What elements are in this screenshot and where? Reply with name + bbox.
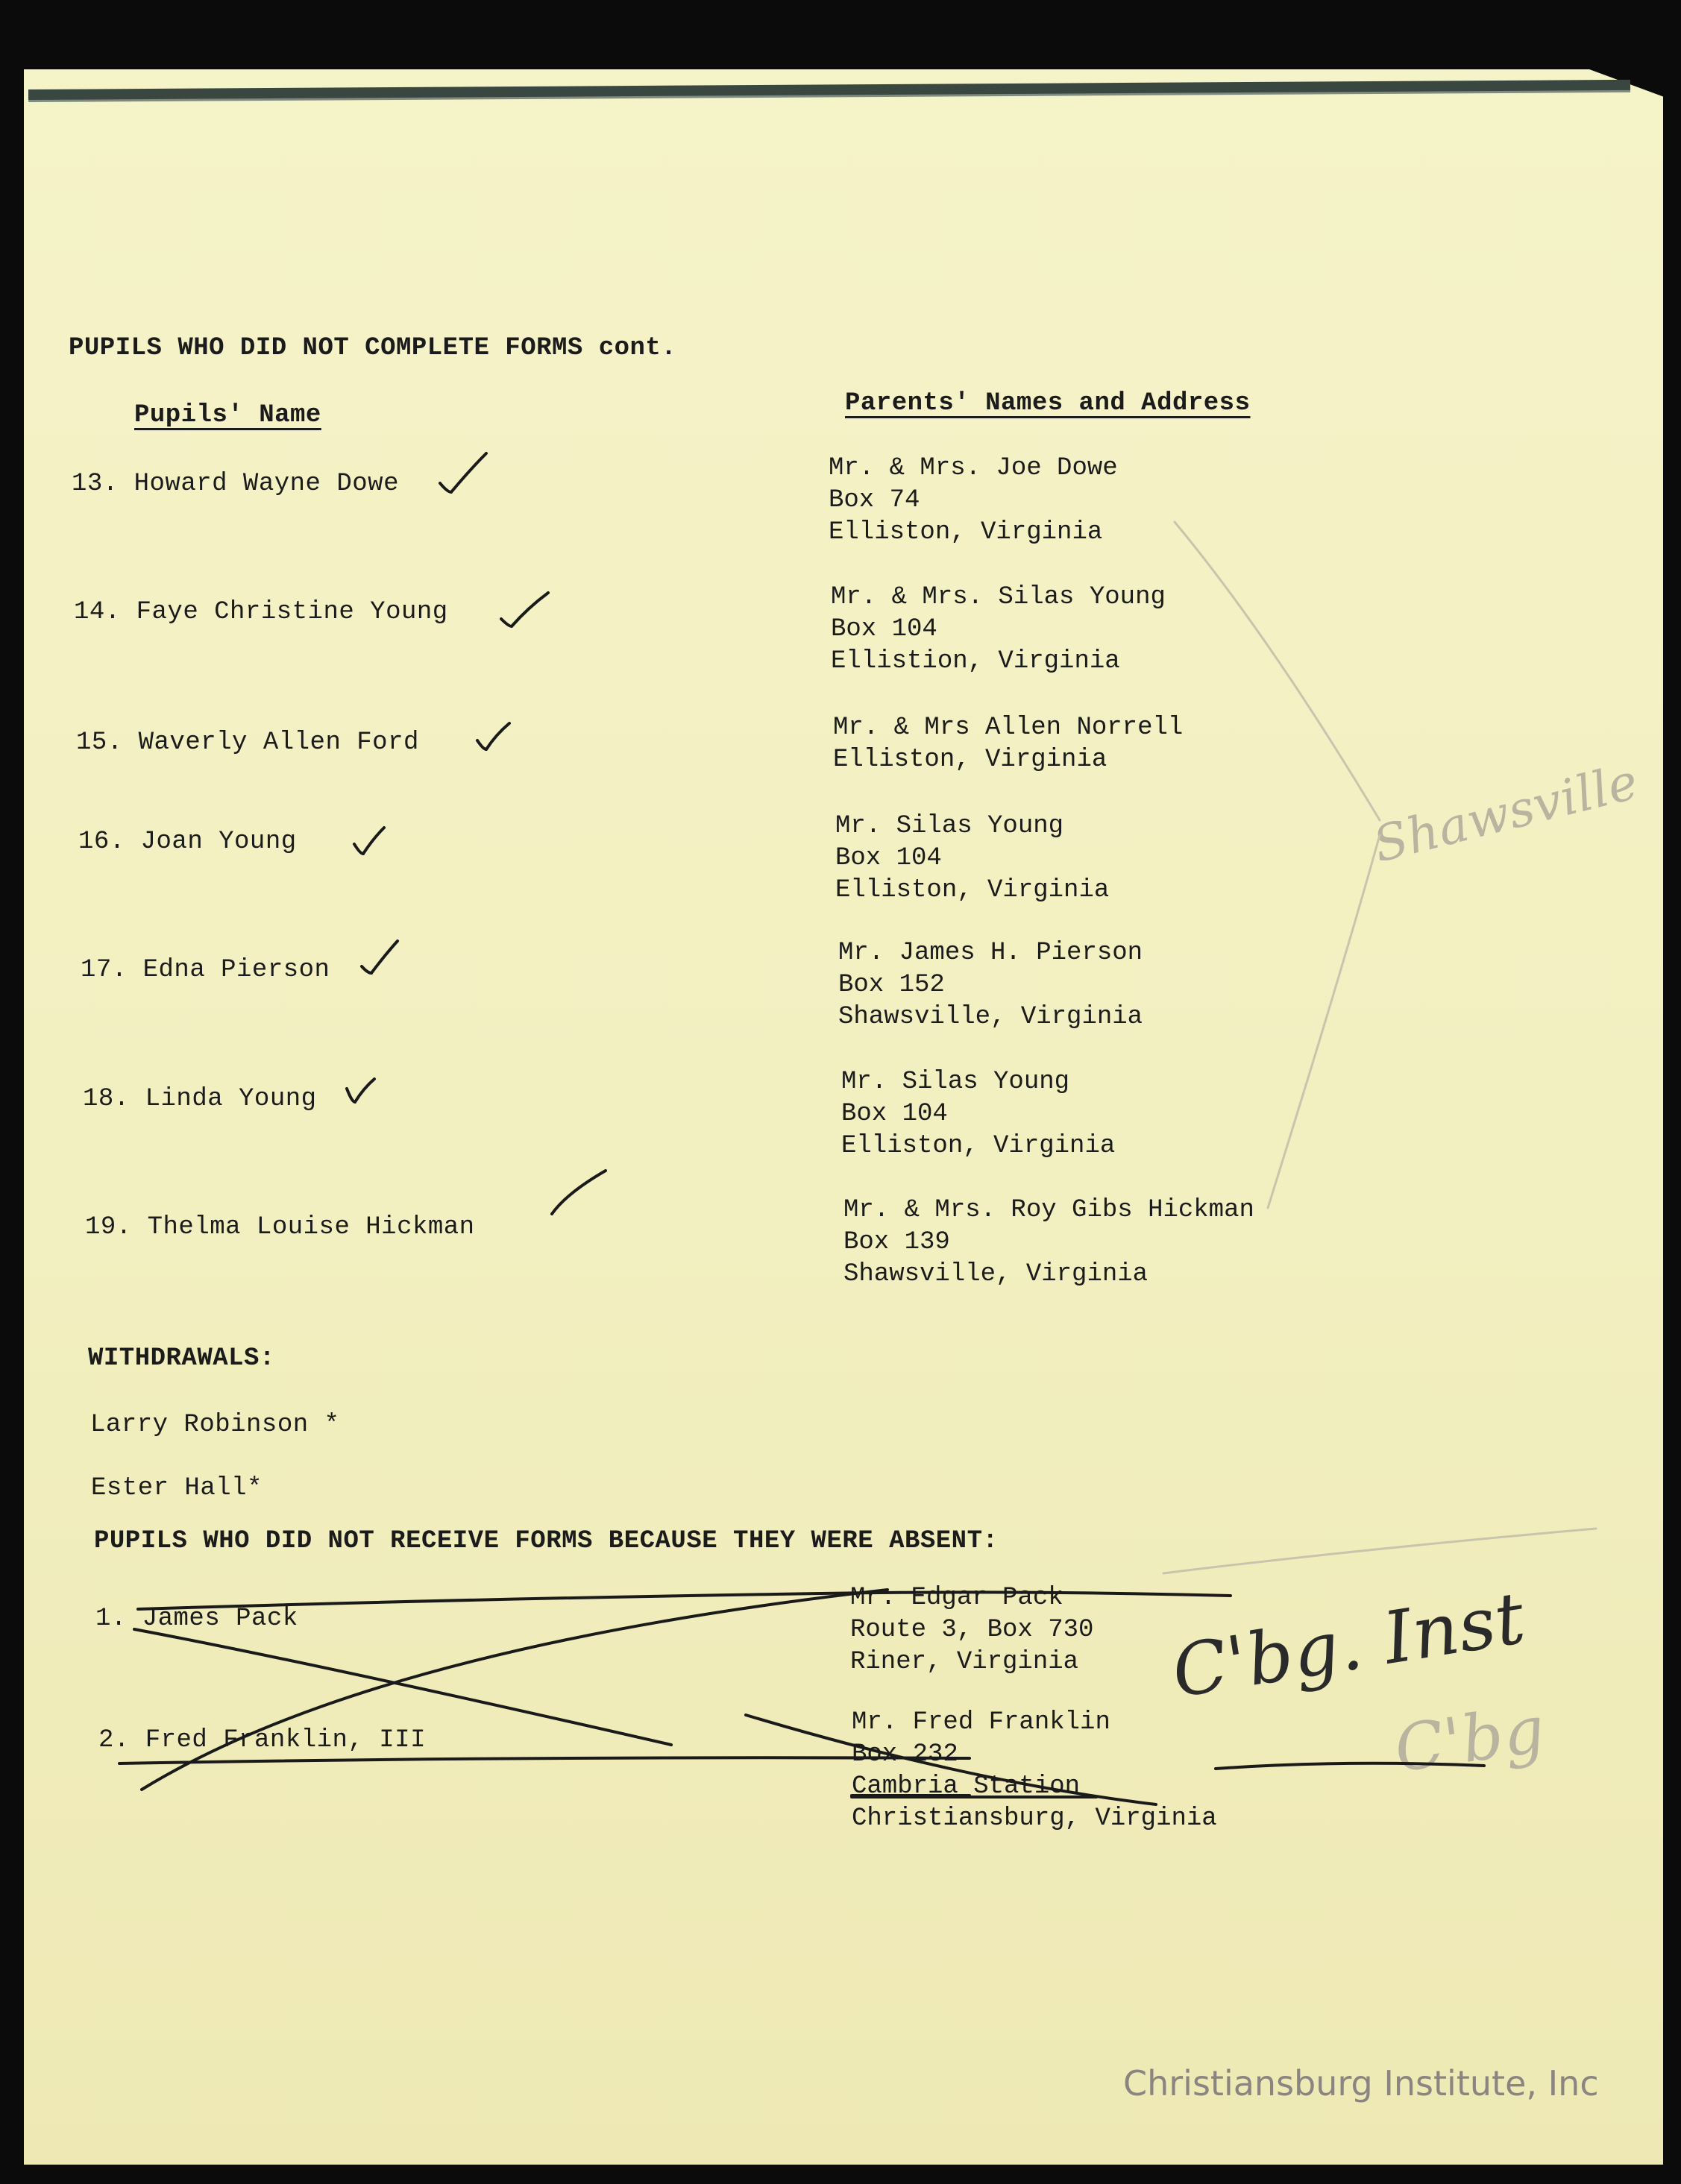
watermark: Christiansburg Institute, Inc	[1123, 2063, 1599, 2103]
withdrawal-item: Larry Robinson *	[90, 1411, 340, 1439]
parent-address: Mr. Fred Franklin Box 232 Cambria Station Christiansburg, Virginia	[852, 1708, 1217, 1833]
absent-pupil-name: 1. James Pack	[95, 1605, 298, 1633]
pencil-line	[1268, 835, 1380, 1208]
withdrawal-item: Ester Hall*	[91, 1474, 263, 1502]
parent-address: Mr. Silas Young Box 104 Elliston, Virginia	[841, 1068, 1116, 1160]
check-mark-icon	[362, 941, 398, 973]
cross-line	[746, 1715, 1156, 1804]
pencil-line	[1175, 522, 1380, 820]
column-header-parents: Parents' Names and Address	[845, 389, 1251, 418]
check-mark-icon	[477, 723, 509, 749]
pupil-name: 14. Faye Christine Young	[74, 598, 448, 626]
ink-note-cbg-inst: C'bg. Inst	[1166, 1576, 1531, 1714]
cross-line	[134, 1629, 671, 1745]
pupil-name: 19. Thelma Louise Hickman	[85, 1213, 475, 1242]
withdrawals-title: WITHDRAWALS:	[88, 1344, 275, 1373]
parent-address: Mr. & Mrs. Silas Young Box 104 Ellistion, Virginia	[831, 583, 1166, 676]
pupil-name: 16. Joan Young	[78, 828, 297, 856]
parent-address: Mr. Silas Young Box 104 Elliston, Virginia	[835, 812, 1110, 904]
section-title: PUPILS WHO DID NOT COMPLETE FORMS cont.	[69, 334, 677, 362]
pupil-name: 15. Waverly Allen Ford	[76, 728, 419, 757]
pupil-name: 18. Linda Young	[83, 1085, 317, 1113]
column-header-pupils: Pupils' Name	[134, 401, 321, 429]
check-mark-icon	[501, 593, 548, 626]
absent-pupil-name: 2. Fred Franklin, III	[98, 1726, 426, 1755]
pencil-line	[1163, 1529, 1596, 1573]
strike-line	[1216, 1763, 1484, 1769]
parent-address: Mr. & Mrs. Joe Dowe Box 74 Elliston, Virginia	[829, 454, 1118, 547]
strike-line	[138, 1592, 1231, 1609]
check-mark-icon	[354, 828, 384, 854]
check-mark-icon	[347, 1079, 374, 1102]
parent-address: Mr. & Mrs Allen Norrell Elliston, Virginia	[833, 714, 1184, 774]
strike-line	[119, 1757, 970, 1763]
pencil-note-shawsville: Shawsville	[1367, 752, 1644, 874]
pencil-note-cbg: C'bg	[1390, 1692, 1550, 1787]
check-mark-icon	[552, 1171, 606, 1214]
parent-address: Mr. James H. Pierson Box 152 Shawsville, Virginia	[838, 939, 1143, 1031]
pupil-name: 17. Edna Pierson	[81, 956, 330, 984]
parent-address: Mr. Edgar Pack Route 3, Box 730 Riner, Virginia	[850, 1584, 1094, 1676]
absent-title: PUPILS WHO DID NOT RECEIVE FORMS BECAUSE THEY WERE ABSENT:	[94, 1527, 999, 1555]
check-mark-icon	[440, 453, 486, 492]
pupil-name: 13. Howard Wayne Dowe	[72, 470, 399, 498]
parent-address: Mr. & Mrs. Roy Gibs Hickman Box 139 Shawsville, Virginia	[843, 1196, 1254, 1288]
